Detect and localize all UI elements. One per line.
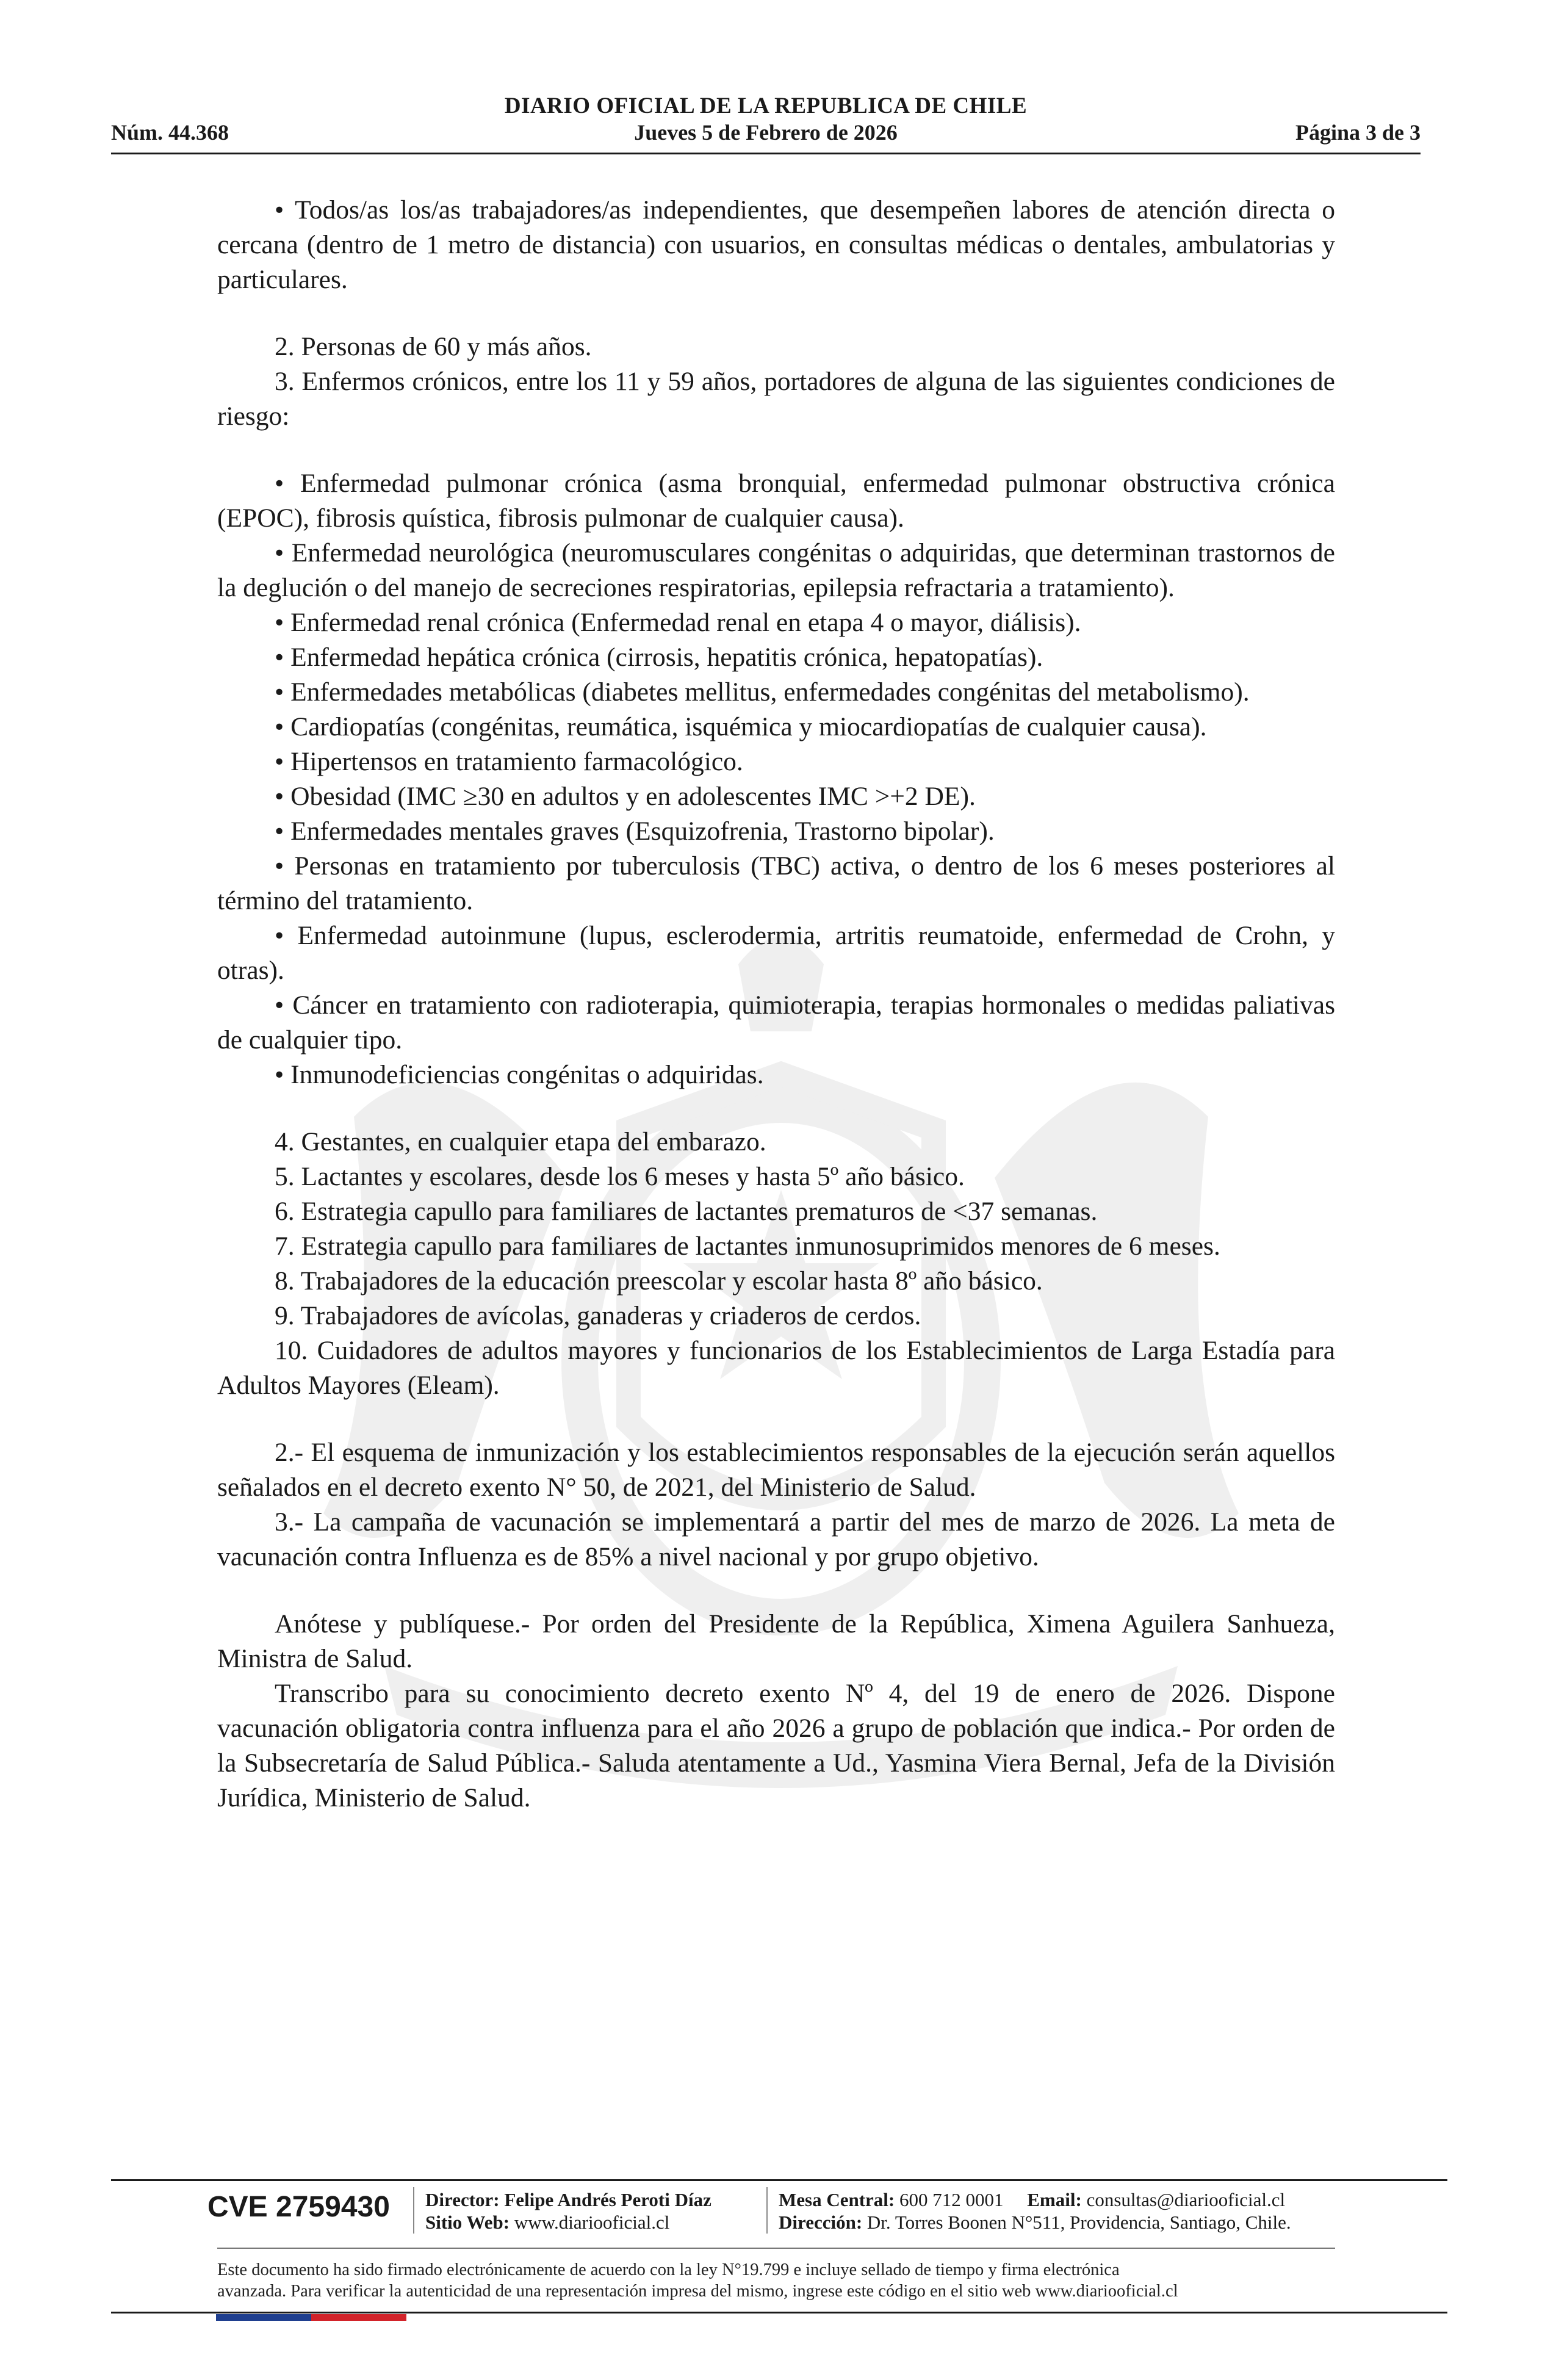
list-item: • Personas en tratamiento por tuberculosis (TBC) activa, o dentro de los 6 meses posteriores al término del tratamiento. — [217, 851, 1335, 915]
authenticity-note — [217, 2259, 1335, 2302]
list-item: • Enfermedad autoinmune (lupus, esclerodermia, artritis reumatoide, enfermedad de Crohn, y otras). — [217, 921, 1335, 985]
flag-stripe-red — [311, 2314, 406, 2321]
phone-label: Mesa Central: — [779, 2189, 895, 2210]
list-item: • Enfermedades mentales graves (Esquizofrenia, Trastorno bipolar). — [275, 817, 995, 846]
list-item: 10. Cuidadores de adultos mayores y funcionarios de los Establecimientos de Larga Estadía para Adultos Mayores (Eleam). — [217, 1336, 1335, 1400]
flag-stripe-blue — [216, 2314, 311, 2321]
footer-inner-divider — [217, 2248, 1335, 2249]
director-name: Felipe Andrés Peroti Díaz — [504, 2189, 711, 2210]
article-2: 2.- El esquema de inmunización y los establecimientos responsables de la ejecución serán aquellos señalados en el decreto exento N° 50, de 2021, del Ministerio de Salud. — [217, 1438, 1335, 1502]
list-item: • Obesidad (IMC ≥30 en adultos y en adolescentes IMC >+2 DE). — [275, 782, 976, 811]
address-label: Dirección: — [779, 2212, 863, 2233]
list-item: 8. Trabajadores de la educación preescolar y escolar hasta 8º año básico. — [275, 1266, 1043, 1296]
footer-top-divider — [111, 2179, 1447, 2181]
list-item: 6. Estrategia capullo para familiares de lactantes prematuros de <37 semanas. — [275, 1197, 1098, 1226]
website-label: Sitio Web: — [425, 2212, 510, 2233]
header-divider — [111, 153, 1421, 154]
group-item: 2. Personas de 60 y más años. — [275, 332, 592, 361]
phone-number: 600 712 0001 — [899, 2189, 1004, 2210]
footer-separator — [413, 2187, 414, 2234]
email-label: Email: — [1027, 2189, 1082, 2210]
footer-separator — [766, 2187, 768, 2234]
director-label: Director: — [425, 2189, 500, 2210]
list-item: • Enfermedad pulmonar crónica (asma bronquial, enfermedad pulmonar obstructiva crónica (EPOC), fibrosis quística, fibrosis pulmonar de cualquier causa). — [217, 469, 1335, 533]
group-item: 3. Enfermos crónicos, entre los 11 y 59 años, portadores de alguna de las siguientes condiciones de riesgo: — [217, 367, 1335, 431]
issue-number: Núm. 44.368 — [111, 120, 229, 145]
address-text: Dr. Torres Boonen N°511, Providencia, Santiago, Chile. — [866, 2212, 1291, 2233]
list-item: • Enfermedades metabólicas (diabetes mellitus, enfermedades congénitas del metabolismo). — [275, 677, 1250, 707]
note-line: Este documento ha sido firmado electrónicamente de acuerdo con la ley N°19.799 e incluye sellado de tiempo y firma electrónica — [217, 2260, 1120, 2279]
document-body — [217, 193, 1335, 1816]
transcription-note: Transcribo para su conocimiento decreto exento Nº 4, del 19 de enero de 2026. Dispone vacunación obligatoria contra influenza para el año 2026 a grupo de población que indica.- Por orden de la Subsecretaría de Salud Pública.- Saluda atentamente a Ud., Yasmina Viera Bernal, Jefa de la División Jurídica, Ministerio de Salud. — [217, 1679, 1335, 1812]
closing-signature: Anótese y publíquese.- Por orden del Presidente de la República, Ximena Aguilera Sanhueza, Ministra de Salud. — [217, 1609, 1335, 1673]
list-item: • Cardiopatías (congénitas, reumática, isquémica y miocardiopatías de cualquier causa). — [275, 712, 1207, 741]
email-link[interactable]: consultas@diariooficial.cl — [1086, 2189, 1286, 2210]
article-3: 3.- La campaña de vacunación se implementará a partir del mes de marzo de 2026. La meta de vacunación contra Influenza es de 85% a nivel nacional y por grupo objetivo. — [217, 1507, 1335, 1571]
footer-contact — [779, 2188, 1291, 2234]
list-item: • Inmunodeficiencias congénitas o adquiridas. — [275, 1060, 764, 1089]
list-item: 5. Lactantes y escolares, desde los 6 meses y hasta 5º año básico. — [275, 1162, 965, 1191]
list-item: 4. Gestantes, en cualquier etapa del embarazo. — [275, 1127, 766, 1156]
footer-director — [425, 2188, 711, 2234]
list-item: • Enfermedad hepática crónica (cirrosis, hepatitis crónica, hepatopatías). — [275, 643, 1043, 672]
list-item: • Cáncer en tratamiento con radioterapia, quimioterapia, terapias hormonales o medidas paliativas de cualquier tipo. — [217, 990, 1335, 1055]
footer-bottom-divider — [111, 2312, 1447, 2313]
list-item: • Enfermedad neurológica (neuromusculares congénitas o adquiridas, que determinan trastornos de la deglución o del manejo de secreciones respiratorias, epilepsia refractaria a tratamiento). — [217, 538, 1335, 602]
page-number: Página 3 de 3 — [1295, 120, 1421, 145]
list-item: • Hipertensos en tratamiento farmacológico. — [275, 747, 743, 776]
issue-date: Jueves 5 de Febrero de 2026 — [634, 120, 898, 145]
cve-code: CVE 2759430 — [207, 2191, 390, 2223]
list-item: 7. Estrategia capullo para familiares de lactantes inmunosuprimidos menores de 6 meses. — [275, 1231, 1220, 1261]
paragraph-independent-workers: • Todos/as los/as trabajadores/as independientes, que desempeñen labores de atención directa o cercana (dentro de 1 metro de distancia) con usuarios, en consultas médicas o dentales, ambulatorias y particulares. — [217, 195, 1335, 294]
note-line: avanzada. Para verificar la autenticidad de una representación impresa del mismo, ingrese este código en el sitio web www.diariooficial.cl — [217, 2282, 1178, 2301]
website-link[interactable]: www.diariooficial.cl — [514, 2212, 670, 2233]
list-item: • Enfermedad renal crónica (Enfermedad renal en etapa 4 o mayor, diálisis). — [275, 608, 1081, 637]
risk-conditions-list — [217, 466, 1335, 1092]
gazette-title: DIARIO OFICIAL DE LA REPUBLICA DE CHILE — [504, 93, 1028, 118]
list-item: 9. Trabajadores de avícolas, ganaderas y criaderos de cerdos. — [275, 1301, 921, 1330]
population-groups-list — [217, 1125, 1335, 1403]
